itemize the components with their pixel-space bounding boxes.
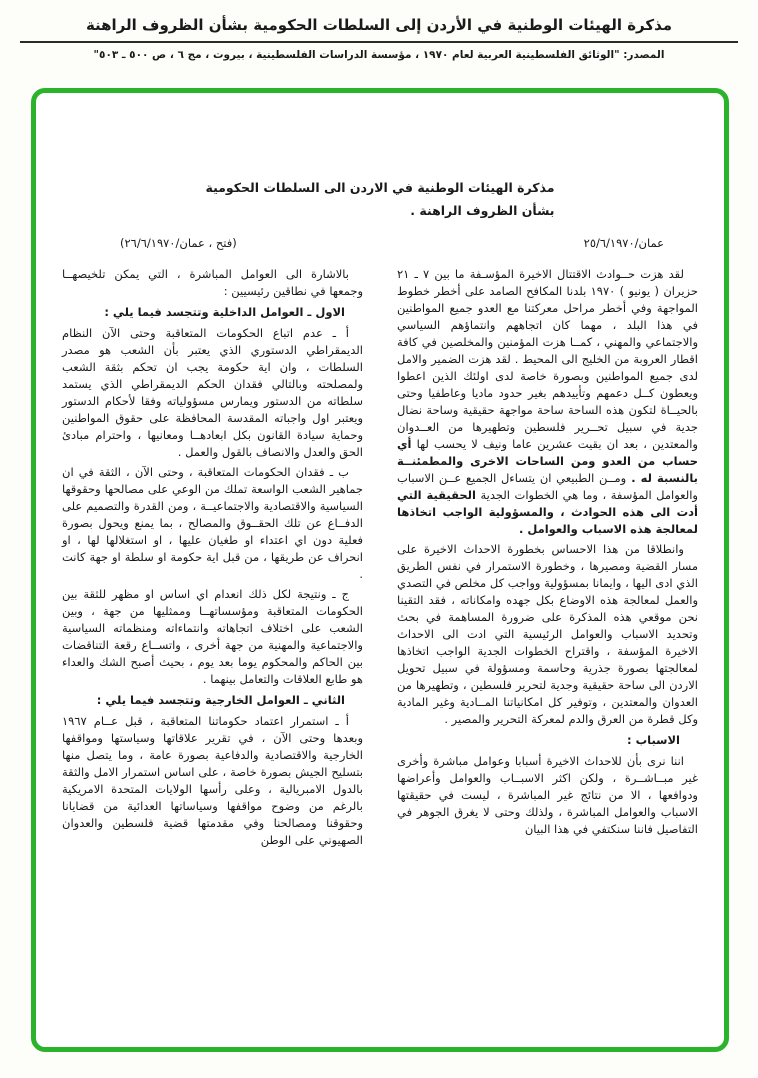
paragraph: ب ـ فقدان الحكومات المتعاقبة ، وحتى الآن ، الثقة في ان جماهير الشعب الواسعة تملك من الوعي على مصالحها وحقوقها السياسية والاقتصادية والاجتماعيــة ، ومن القدرة والتصميم على الدفــاع عن تلك الحقــوق والمصالح ، بما يمنع ويحول بصورة فعلية دون اي اعتداء او طغيان عليها ، او استغلالها لها ، او انحراف عن طريقها ، من قبل اية حكومة او سلطة او جهة كانت . bbox=[62, 465, 363, 581]
column-left bbox=[62, 266, 363, 852]
header-divider bbox=[20, 41, 738, 43]
paragraph: أ ـ استمرار اعتماد حكوماتنا المتعاقبة ، قبل عــام ١٩٦٧ وبعدها وحتى الآن ، في تقرير علاقاتها وسياستها ومواقفها الخارجية والاقتصادية والدفاعية بصورة عامة ، وما يتصل منها بتسليح الجيش بصورة خاصة ، على اساس استمرار الامل والثقة بالدول الامبريالية ، وعلى رأسها الولايات المتحدة الامريكية بالرغم من وضوح مواقفها وسياساتها العدائية من قضايانا وحقوقنا ومصالحنا وفي مقدمتها قضية فلسطين والعدوان الصهيوني على الوطن bbox=[62, 714, 363, 847]
document-title bbox=[206, 177, 555, 222]
paragraph: أ ـ عدم اتباع الحكومات المتعاقبة وحتى الآن النظام الديمقراطي الدستوري الذي يعتبر بأن الشعب هو مصدر السلطات ، وان اية حكومة يجب ان تحكم بثقة الشعب ولمصلحته وبالتالي فقدان الحكم الديمقراطي الذي يستمد سلطاته من الدستور ويمارس مسؤولياته وفقا لأحكام الدستور ويعتبر اول واجباته المقدسة المحافظة على حقوق المواطنين وحماية سيادة القانون بكل ابعادهــا ومعانيها ، واحترام مبادئ الحق والعدل والانصاف بالقول والعمل . bbox=[62, 326, 363, 459]
column-right bbox=[397, 266, 698, 852]
source-line: المصدر: "الوثائق الفلسطينية العربية لعام ١٩٧٠ ، مؤسسة الدراسات الفلسطينية ، بيروت ، مج ٦ ، ص ٥٠٠ ـ ٥٠٣" bbox=[93, 49, 665, 61]
paragraph: لقد هزت حــوادث الاقتتال الاخيرة المؤسـفة ما بين ٧ ـ ٢١ حزيران ( يونيو ) ١٩٧٠ بلدنا المكافح الصامد على أخطر خطوط المواجهة وفي أخطر مراحل معركتنا مع العدو جميع المواطنين في هذا البلد ، مهما كان اتجاههم وانتماؤهم السياسي والاجتماعي والمهني ، كمــا هزت المؤمنين والمخلصين في كافة اقطار العروبة من الخليج الى المحيط . لقد هزت الضمير والامل لدى جميع المواطنين وبصورة خاصة لدى اولئك الذين اعطوا ويعطون كــل دعمهم وتأييدهم بغير حدود ماديا وعاطفيا وحتى بالحيــاة لتكون هذه الساحة ساحة مواجهة حقيقية وساحة نضال جدية في سبيل تحــرير فلسطين وتطهيرها من العــدوان والمعتدين ، بعد ان بقيت عشرين عاما ونيف لا يحسب لها أي حساب من العدو ومن الساحات الاخرى والمطمئنــة بالنسبة له . ومــن الطبيعي ان يتساءل الجميع عــن الاسباب والعوامل المؤسفة ، وما هي الخطوات الجدية الحقيقية التي أدت الى هذه الحوادث ، والمسؤولية الواجب اتخاذها لمعالجة هذه الاسباب والعوامل . bbox=[397, 267, 698, 536]
document-title-line1: مذكرة الهيئات الوطنية في الاردن الى السلطات الحكومية bbox=[205, 180, 555, 195]
paragraph: وانطلاقا من هذا الاحساس بخطورة الاحداث الاخيرة على مسار القضية ومصيرها ، وخطورة الاستمرار في نفس الطريق الذي ادى اليها ، وايمانا بمسؤولية وواجب كل مخلص في التصدي والعمل لمعالجة هذه الاوضاع بكل جهده وامكاناته ، فقد التقينا نحن موقعي هذه المذكرة على ضرورة المساهمة في بحث وتحديد الاسباب والعوامل الرئيسية التي ادت الى الاحداث الاخيرة المؤسفة ، واقتراح الخطوات الجدية الواجب اتخاذها لمعالجتها بصورة جذرية وحاسمة ومسؤولة في سبيل تحويل الاردن الى ساحة حقيقية وجدية لتحرير فلسطين ، وتطهيرها من العدوان والمعتدين ، وتوفير كل امكانياتنا المــادية وغير المادية وكل قطرة من العرق والدم لمعركة التحرير والمصير . bbox=[397, 542, 698, 726]
paragraph: بالاشارة الى العوامل المباشرة ، التي يمكن تلخيصهــا وجمعها في نطاقين رئيسيين : bbox=[62, 267, 363, 298]
page-title: مذكرة الهيئات الوطنية في الأردن إلى السلطات الحكومية بشأن الظروف الراهنة bbox=[85, 16, 673, 34]
section-heading: الاول ـ العوامل الداخلية وتتجسد فيما يلي : bbox=[104, 305, 345, 319]
page-header bbox=[0, 0, 758, 61]
date-place-left: (فتح ، عمان/٢٦/٦/١٩٧٠) bbox=[120, 236, 237, 250]
text-columns bbox=[62, 266, 698, 852]
date-line bbox=[120, 236, 664, 250]
paragraph: ج ـ ونتيجة لكل ذلك انعدام اي اساس او مظهر للثقة بين الحكومات المتعاقبة ومؤسساتهــا وممثليها من جهة ، وبين الشعب على اختلاف اتجاهاته وانتماءاته ومنظماته السياسية والاجتماعية والمهنية من جهة أخرى ، واتســاع رقعة التناقضات بين الحاكم والمحكوم يوما بعد يوم ، بحيث أصبح الشك والعداء هو طابع العلاقات والتعامل بينهما . bbox=[62, 587, 363, 686]
section-heading: الثاني ـ العوامل الخارجية وتتجسد فيما يلي : bbox=[96, 693, 345, 707]
document-title-line2: بشأن الظروف الراهنة . bbox=[410, 202, 555, 218]
date-place-right: عمان/٢٥/٦/١٩٧٠ bbox=[583, 236, 664, 250]
section-heading: الاسباب : bbox=[627, 733, 680, 747]
document-frame bbox=[31, 88, 729, 1052]
document-body bbox=[36, 177, 724, 1052]
paragraph: اننا نرى بأن للاحداث الاخيرة أسبابا وعوامل مباشرة وأخرى غير مبــاشــرة ، ولكن اكثر الاسبــاب والعوامل وأعراضها ودوافعها ، الا من نتائج غير المباشرة ، ليست في حقيقتها الاسباب والعوامل المباشرة ، ولذلك وحتى لا يغرق الجوهر في التفاصيل فاننا سنكتفي في هذا البيان bbox=[397, 754, 698, 836]
